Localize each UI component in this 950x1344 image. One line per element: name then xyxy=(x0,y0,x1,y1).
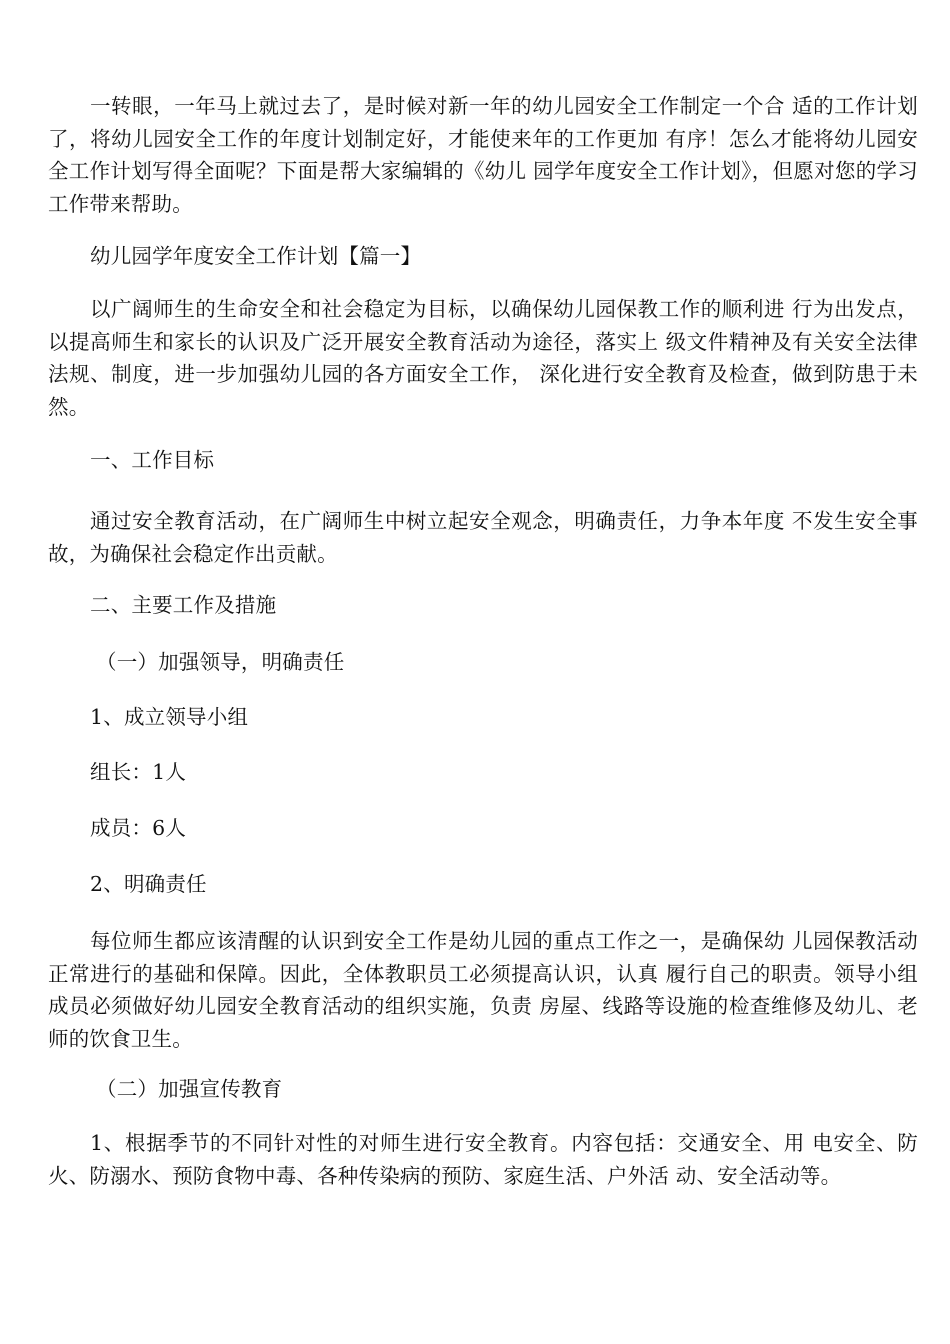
education-paragraph: 1、根据季节的不同针对性的对师生进行安全教育。内容包括：交通安全、用 电安全、防火、防溺水、预防食物中毒、各种传染病的预防、家庭生活、户外活 动、安全活动等。 xyxy=(48,1131,918,1188)
subheading-publicity: （二）加强宣传教育 xyxy=(96,1077,283,1101)
group-leader-line: 组长：1人 xyxy=(90,760,187,784)
item-form-group: 1、成立领导小组 xyxy=(90,705,249,729)
group-members-line: 成员：6人 xyxy=(90,816,187,840)
responsibility-paragraph: 每位师生都应该清醒的认识到安全工作是幼儿园的重点工作之一，是确保幼 儿园保教活动正常进行的基础和保障。因此，全体教职员工必须提高认识，认真 履行自己的职责。领导小组成员必须做好幼儿园安全教育活动的组织实施，负责 房屋、线路等设施的检查维修及幼儿、老师的饮食卫生。 xyxy=(48,929,918,1051)
heading-main-work: 二、主要工作及措施 xyxy=(90,593,277,617)
item-clarify-responsibility: 2、明确责任 xyxy=(90,872,207,896)
purpose-paragraph: 以广阔师生的生命安全和社会稳定为目标，以确保幼儿园保教工作的顺利进 行为出发点，以提高师生和家长的认识及广泛开展安全教育活动为途径，落实上 级文件精神及有关安全法律法规、制度，进一步加强幼儿园的各方面安全工作， 深化进行安全教育及检查，做到防患于未然。 xyxy=(48,297,918,419)
goal-paragraph: 通过安全教育活动，在广阔师生中树立起安全观念，明确责任，力争本年度 不发生安全事故，为确保社会稳定作出贡献。 xyxy=(48,509,918,566)
intro-paragraph: 一转眼，一年马上就过去了，是时候对新一年的幼儿园安全工作制定一个合 适的工作计划了，将幼儿园安全工作的年度计划制定好，才能使来年的工作更加 有序！怎么才能将幼儿园安全工作计划写得全面呢？下面是帮大家编辑的《幼儿 园学年度安全工作计划》，但愿对您的学习工作带来帮助。 xyxy=(48,94,918,216)
subheading-leadership: （一）加强领导，明确责任 xyxy=(96,650,345,674)
section-title: 幼儿园学年度安全工作计划【篇一】 xyxy=(90,244,422,268)
heading-work-goal: 一、工作目标 xyxy=(90,448,215,472)
